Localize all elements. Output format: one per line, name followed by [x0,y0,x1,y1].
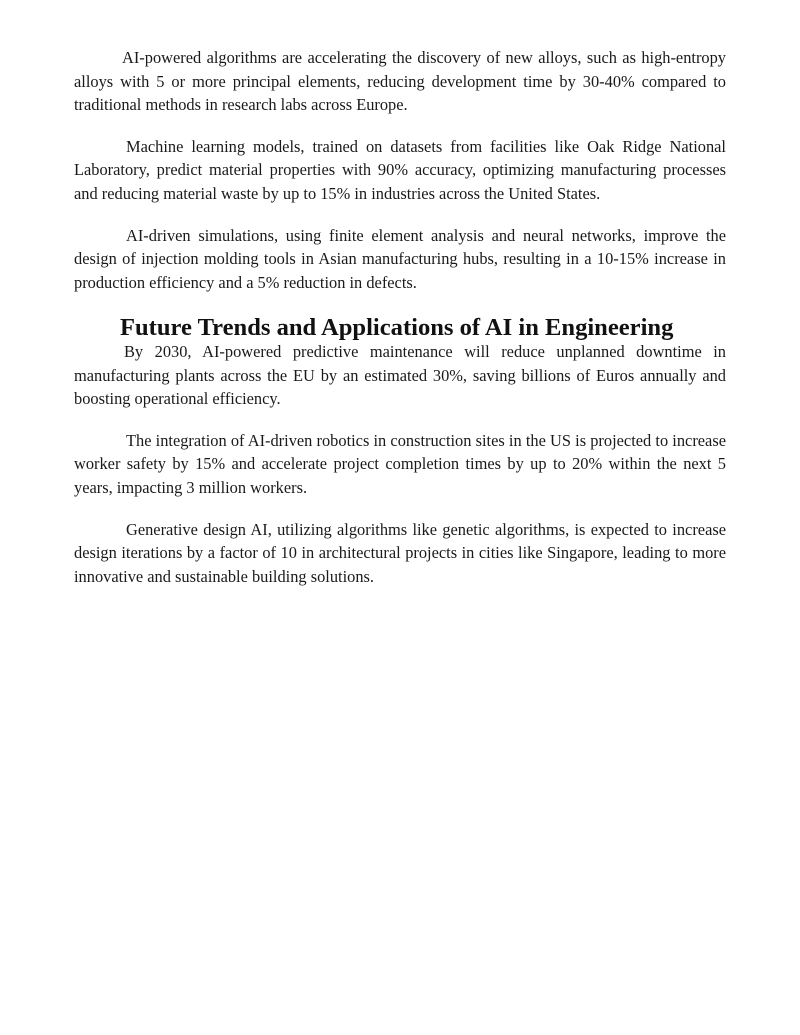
document-page [74,46,726,606]
paragraph-injection-molding: AI-driven simulations, using finite element analysis and neural networks, improve the design of injection molding tools in Asian manufacturing hubs, resulting in a 10-15% increase in production efficiency and a 5% reduction in defects. [74,225,726,292]
paragraph-generative-design: Generative design AI, utilizing algorithms like genetic algorithms, is expected to increase design iterations by a factor of 10 in architectural projects in cities like Singapore, leading to more innovative and sustainable building solutions. [74,519,726,586]
section-heading: Future Trends and Applications of AI in Engineering [120,314,674,342]
paragraph-predictive-maintenance: By 2030, AI-powered predictive maintenance will reduce unplanned downtime in manufacturing plants across the EU by an estimated 30%, saving billions of Euros annually and boosting operational efficiency. [74,341,726,409]
paragraph-material-properties: Machine learning models, trained on datasets from facilities like Oak Ridge National Laboratory, predict material properties with 90% accuracy, optimizing manufacturing processes and reducing material waste by up to 15% in industries across the United States. [74,136,726,203]
paragraph-alloy-discovery: AI-powered algorithms are accelerating the discovery of new alloys, such as high-entropy alloys with 5 or more principal elements, reducing development time by 30-40% compared to traditional methods in research labs across Europe. [74,48,726,115]
paragraph-construction-robotics: The integration of AI-driven robotics in construction sites in the US is projected to increase worker safety by 15% and accelerate project completion times by up to 20% within the next 5 years, impacting 3 million workers. [74,430,726,497]
